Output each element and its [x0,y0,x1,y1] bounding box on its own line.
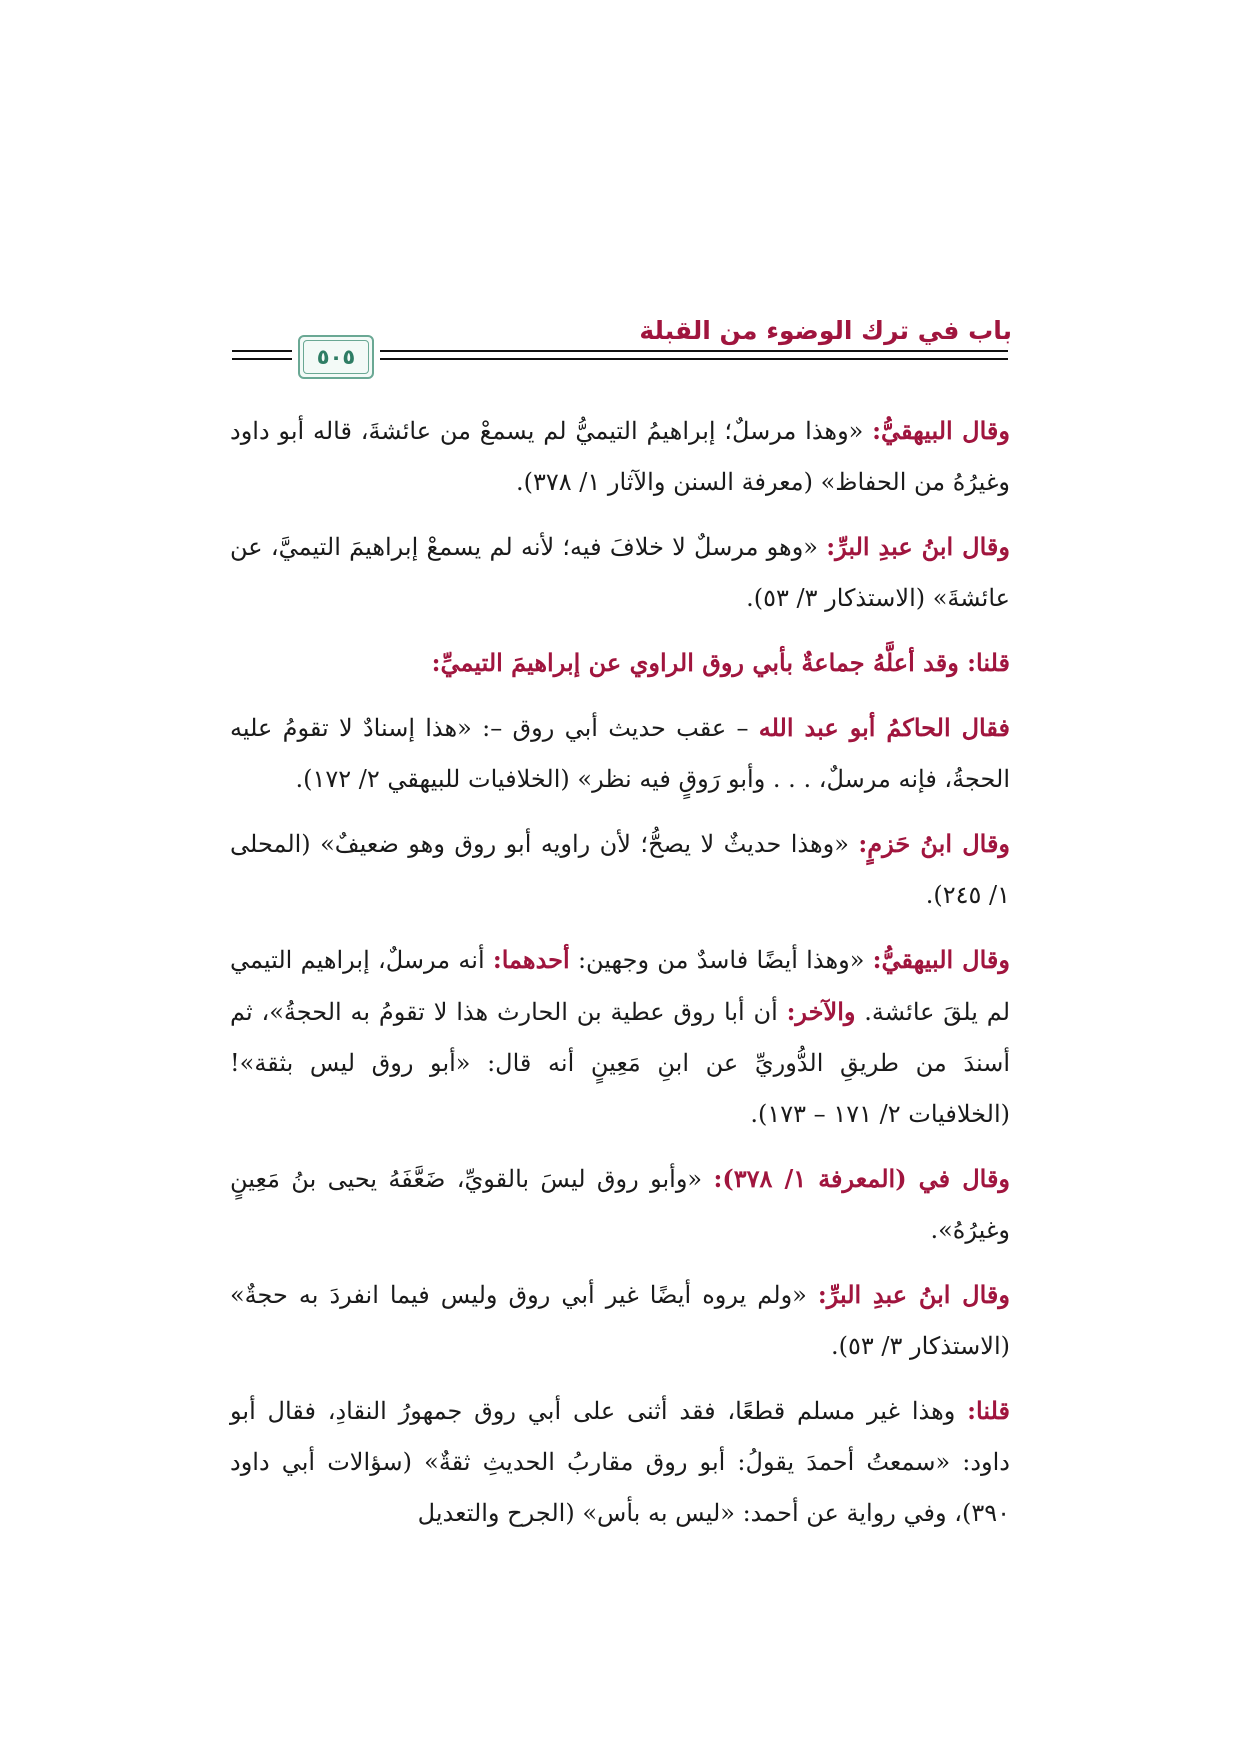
paragraph [230,405,1010,508]
speaker-lead: وقال ابنُ عبدِ البرِّ: [826,532,1010,561]
paragraph-text: وقد أعلَّهُ جماعةٌ بأبي روق الراوي عن إبراهيمَ التيميِّ: [431,648,968,677]
paragraph-text: «وهذا حديثٌ لا يصحُّ؛ لأن راويه أبو روق وهو ضعيفٌ» (المحلى ١/ ٢٤٥). [230,830,1010,909]
chapter-title: باب في ترك الوضوء من القبلة [639,316,1012,345]
paragraph [230,818,1010,921]
header-rule [232,358,292,360]
paragraph-text: أنه مرسلٌ، إبراهيم التيمي لم يلقَ عائشة. [230,946,1011,1026]
paragraph-text: «وأبو روق ليسَ بالقويِّ، ضَعَّفَهُ يحيى بنُ مَعِينٍ وغيرُهُ». [230,1165,1010,1244]
speaker-lead: وقال في (المعرفة ١/ ٣٧٨): [713,1164,1011,1193]
paragraph [230,1153,1010,1256]
speaker-lead: وقال البيهقيُّ: [872,945,1010,974]
paragraph [230,521,1010,624]
header-rule [380,358,1008,360]
paragraph-text: – عقب حديث أبي روق –: «هذا إسنادٌ لا تقومُ عليه الحجةُ، فإنه مرسلٌ، . . . وأبو رَوقٍ فيه نظر» (الخلافيات للبيهقي ٢/ ١٧٢). [230,714,1010,793]
paragraph-text: «ولم يروه أيضًا غير أبي روق وليس فيما انفردَ به حجةٌ» (الاستذكار ٣/ ٥٣). [230,1281,1010,1360]
paragraph-text: وهذا غير مسلم قطعًا، فقد أثنى على أبي روق جمهورُ النقادِ، فقال أبو داود: «سمعتُ أحمدَ يقولُ: أبو روق مقاربُ الحديثِ ثقةٌ» (سؤالات أبي داود ٣٩٠)، وفي رواية عن أحمد: «ليس به بأس» (الجرح والتعديل [230,1397,1010,1527]
page-number: ٥٠٥ [316,345,356,369]
speaker-lead: قلنا: [967,1396,1010,1425]
paragraph-text: «وهو مرسلٌ لا خلافَ فيه؛ لأنه لم يسمعْ إبراهيمَ التيميَّ، عن عائشةَ» (الاستذكار ٣/ ٥٣). [230,533,1010,612]
paragraph [230,934,1010,1140]
header-rule [232,350,292,352]
paragraph [230,1269,1010,1372]
header-rule [380,350,1008,352]
speaker-lead: وقال البيهقيُّ: [872,416,1010,445]
paragraph-text: «وهذا أيضًا فاسدٌ من وجهين: [569,946,873,974]
paragraph-text: «وهذا مرسلٌ؛ إبراهيمُ التيميُّ لم يسمعْ من عائشةَ، قاله أبو داود وغيرُهُ من الحفاظ» (معرفة السنن والآثار ١/ ٣٧٨). [230,417,1010,496]
paragraph [230,637,1010,689]
inline-heading: والآخر: [786,997,856,1026]
page-body [230,405,1010,1539]
inline-heading: أحدهما: [492,945,570,974]
paragraph [230,702,1010,805]
speaker-lead: فقال الحاكمُ أبو عبد الله [758,713,1010,742]
paragraph-text: أن أبا روق عطية بن الحارث هذا لا تقومُ به الحجةُ»، ثم أسندَ من طريقِ الدُّوريِّ عن ابنِ مَعِينٍ أنه قال: «أبو روق ليس بثقة»! (الخلافيات ٢/ ١٧١ – ١٧٣). [230,998,1010,1128]
speaker-lead: وقال ابنُ عبدِ البرِّ: [817,1280,1010,1309]
speaker-lead: وقال ابنُ حَزمٍ: [858,829,1011,858]
paragraph [230,1385,1010,1539]
page-number-ornament [298,335,374,379]
speaker-lead: قلنا: [967,648,1010,677]
